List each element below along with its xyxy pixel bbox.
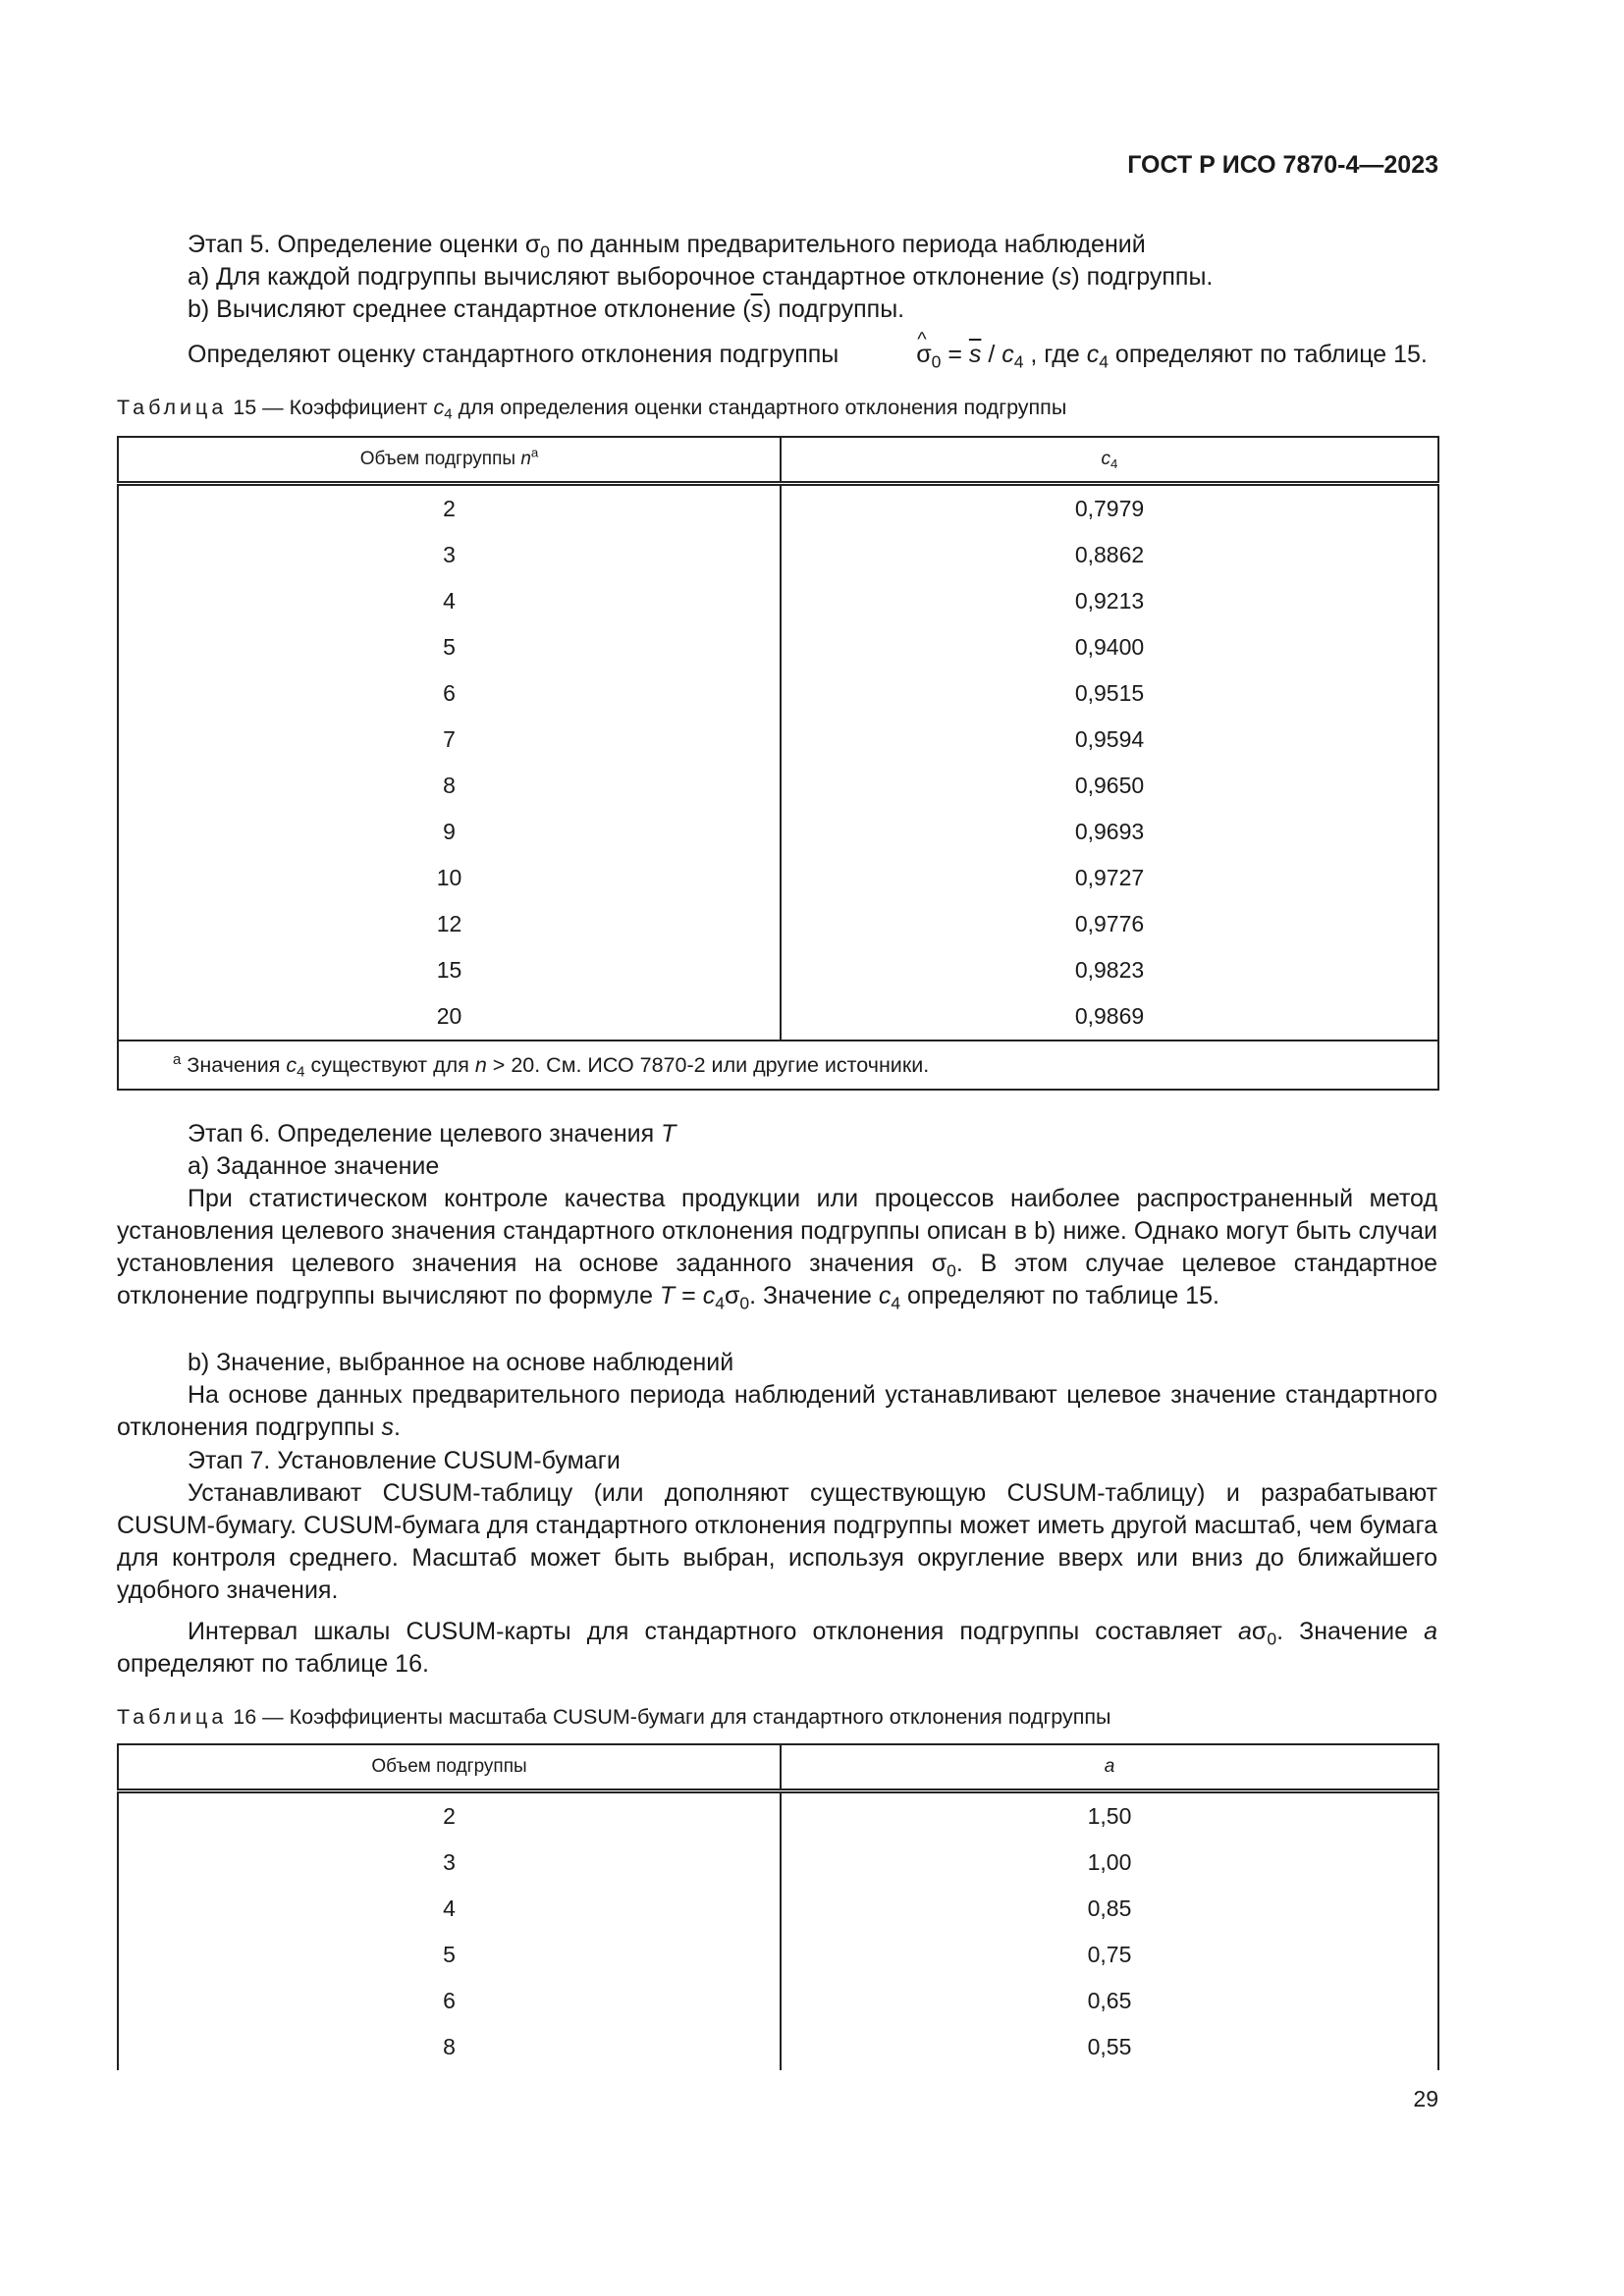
table-cell: 0,85 [781,1886,1438,1932]
table-cell: 5 [118,624,781,670]
table15-footnote-row [118,1041,1438,1090]
table16-header-row [118,1744,1438,1791]
table-cell: 0,7979 [781,484,1438,533]
table-row [118,2024,1438,2070]
table-cell: 3 [118,1840,781,1886]
step5-item-b: b) Вычисляют среднее стандартное отклонение $(\overline{s})$ подгруппы. [188,295,905,323]
table-cell: 9 [118,809,781,855]
table-cell: 2 [118,484,781,533]
table-cell: 15 [118,947,781,993]
table-cell: 0,9869 [781,993,1438,1041]
table-row [118,578,1438,624]
table-cell: 0,9776 [781,901,1438,947]
table16-col-a: a [781,1744,1438,1791]
table-cell: 7 [118,717,781,763]
table-cell: 0,9515 [781,670,1438,717]
table-cell: 4 [118,578,781,624]
table16-caption: Таблица 16 — Коэффициенты масштаба CUSUM-бумаги для стандартного отклонения подгруппы [117,1705,1111,1729]
table15-col-c4: $c_4$ [781,437,1438,484]
step6-item-a-title: a) Заданное значение [188,1152,440,1180]
table15-header-row [118,437,1438,484]
table15-col-subgroup-size: Объем подгруппы $n^a$ [118,437,781,484]
table-cell: 6 [118,670,781,717]
step7-paragraph-1: Устанавливают CUSUM-таблицу (или дополняют существующую CUSUM-таблицу) и разрабатывают CUSUM-бумагу. CUSUM-бумага для стандартного отклонения подгруппы может иметь другой масштаб, чем бумага для контроля среднего. Масштаб может быть выбран, используя округление вверх или вниз до ближайшего удобного значения. [117,1479,1437,1604]
table-cell: 0,55 [781,2024,1438,2070]
table-row [118,809,1438,855]
table-row [118,947,1438,993]
step5-estimate-formula: Определяют оценку стандартного отклонения подгруппы ^ $\sigma_0 = \overline{s} / c_4$ , где $c_4$ определяют по таблице 15. [117,339,1437,371]
table-cell: 0,9727 [781,855,1438,901]
table-row [118,484,1438,533]
table15-footnote: $^a$ Значения $c_4$ существуют для n > 20. См. ИСО 7870-2 или другие источники. [118,1041,1438,1090]
step6-item-a-text: При статистическом контроле качества продукции или процессов наиболее распространенный метод установления целевого значения стандартного отклонения подгруппы описан в b) ниже. Однако могут быть случаи установления целевого значения на основе заданного значения $\sigma_0$. В этом случае целевое стандартное отклонение подгруппы вычисляют по формуле $T = c_4\sigma_0$. Значение $c_4$ определяют по таблице 15. [117,1185,1438,1313]
table-cell: 5 [118,1932,781,1978]
step7-title: Этап 7. Установление CUSUM-бумаги [188,1447,621,1474]
table16 [117,1743,1439,2070]
step5-item-a: a) Для каждой подгруппы вычисляют выборочное стандартное отклонение (s) подгруппы. [188,263,1214,291]
table-cell: 0,9693 [781,809,1438,855]
table-cell: 0,65 [781,1978,1438,2024]
table-cell: 10 [118,855,781,901]
table-row [118,855,1438,901]
table-row [118,1978,1438,2024]
table-cell: 8 [118,2024,781,2070]
table-row [118,993,1438,1041]
table-row [118,670,1438,717]
table-cell: 0,9213 [781,578,1438,624]
table-cell: 20 [118,993,781,1041]
table-row [118,717,1438,763]
table-row [118,532,1438,578]
table-row [118,1840,1438,1886]
table-row [118,763,1438,809]
table-cell: 0,9400 [781,624,1438,670]
table-row [118,624,1438,670]
step6-title: Этап 6. Определение целевого значения T [188,1120,677,1148]
table-cell: 0,9594 [781,717,1438,763]
step7-paragraph-2: Интервал шкалы CUSUM-карты для стандартного отклонения подгруппы составляет $a\sigma_0$. Значение a определяют по таблице 16. [117,1618,1438,1678]
table-cell: 6 [118,1978,781,2024]
table-cell: 2 [118,1791,781,1841]
table-cell: 1,50 [781,1791,1438,1841]
table15-caption: Таблица 15 — Коэффициент $c_4$ для определения оценки стандартного отклонения подгруппы [117,396,1067,423]
table-cell: 4 [118,1886,781,1932]
table-cell: 0,75 [781,1932,1438,1978]
step6-item-b-text: На основе данных предварительного периода наблюдений устанавливают целевое значение стандартного отклонения подгруппы s. [117,1381,1437,1441]
step5-title: Этап 5. Определение оценки $\sigma_0$ по данным предварительного периода наблюдений [188,231,1146,262]
table-cell: 0,8862 [781,532,1438,578]
table-cell: 3 [118,532,781,578]
table-row [118,1791,1438,1841]
page-number: 29 [1413,2086,1438,2111]
table-cell: 0,9823 [781,947,1438,993]
document-header-code: ГОСТ Р ИСО 7870-4—2023 [1127,151,1438,179]
table-cell: 1,00 [781,1840,1438,1886]
table-row [118,1932,1438,1978]
table-cell: 12 [118,901,781,947]
table-cell: 0,9650 [781,763,1438,809]
table15 [117,436,1439,1091]
table16-col-subgroup-size: Объем подгруппы [118,1744,781,1791]
table-cell: 8 [118,763,781,809]
table-row [118,901,1438,947]
table-row [118,1886,1438,1932]
step6-item-b-title: b) Значение, выбранное на основе наблюдений [188,1349,734,1376]
